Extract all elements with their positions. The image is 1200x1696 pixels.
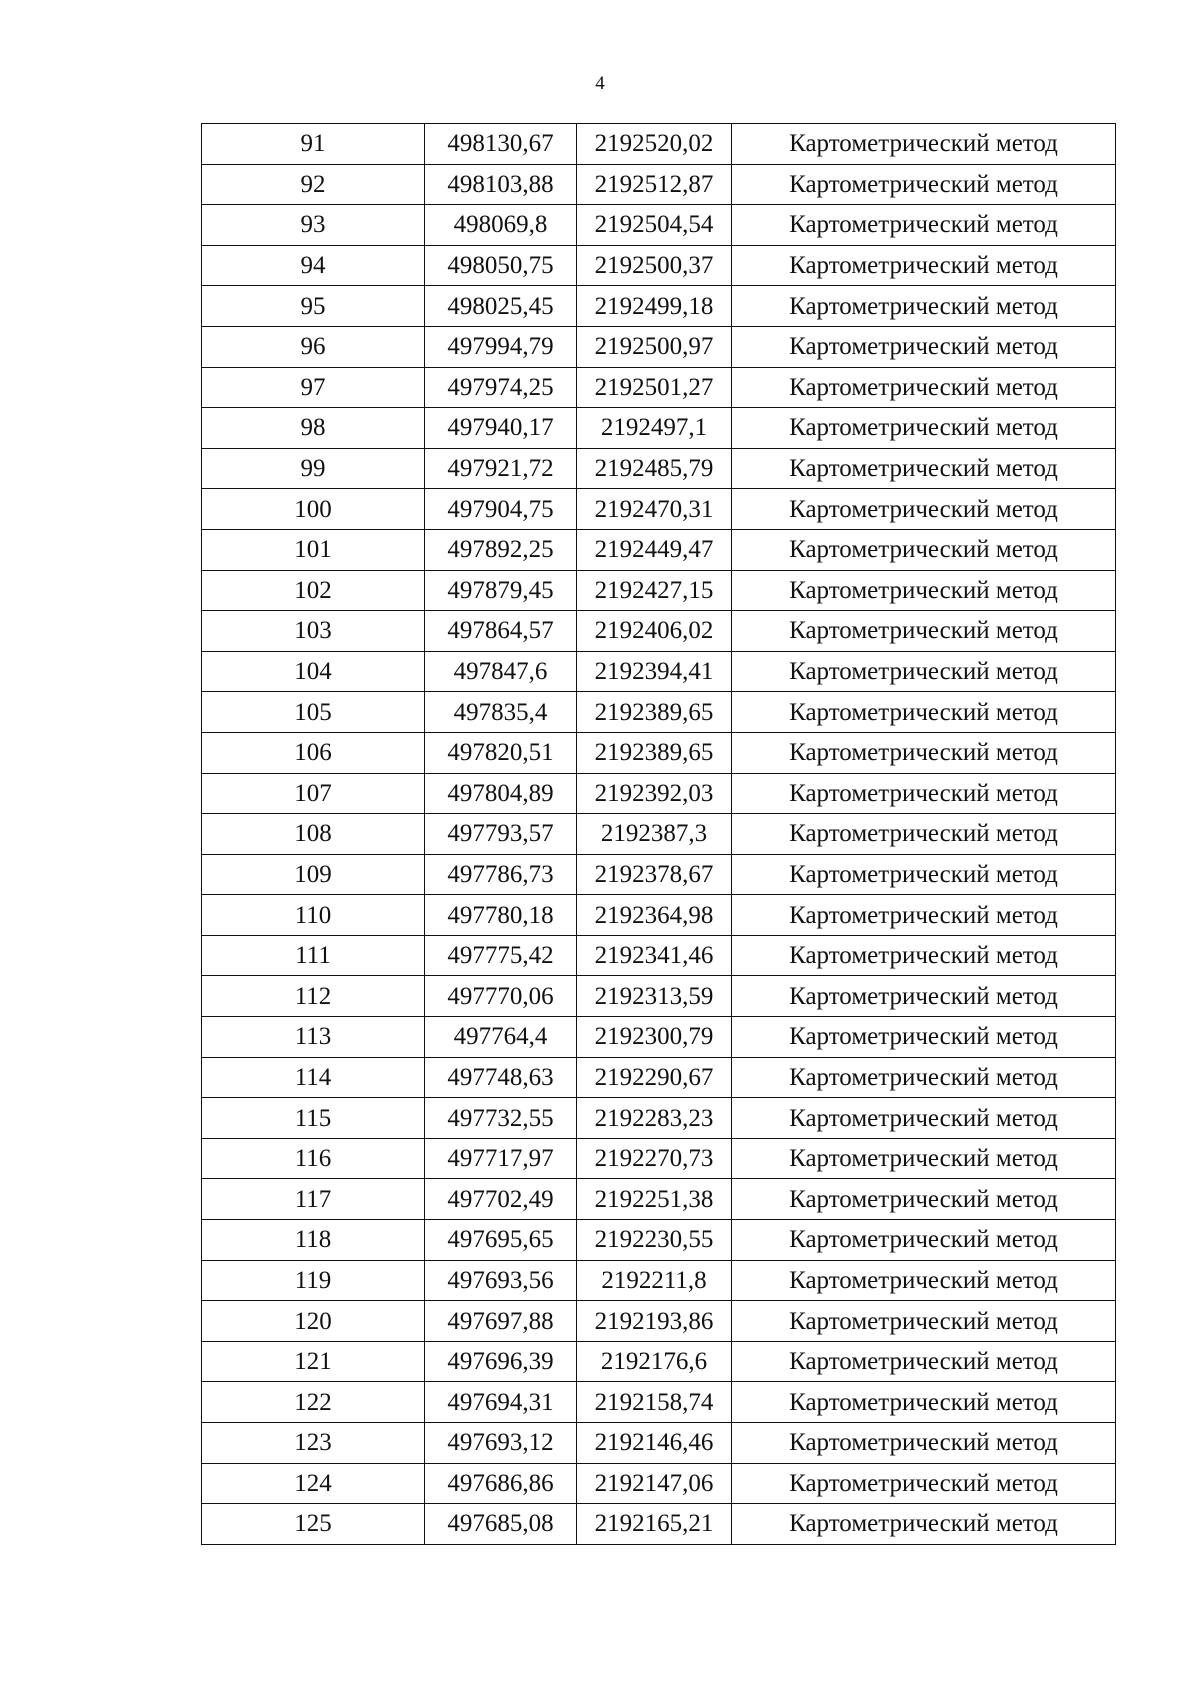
method-cell: Картометрический метод [732, 1382, 1116, 1423]
method-cell: Картометрический метод [732, 1179, 1116, 1220]
x-coordinate-cell: 497717,97 [425, 1138, 577, 1179]
x-coordinate-cell: 497835,4 [425, 692, 577, 733]
x-coordinate-cell: 497974,25 [425, 367, 577, 408]
x-coordinate-cell: 497994,79 [425, 326, 577, 367]
x-coordinate-cell: 497693,12 [425, 1423, 577, 1464]
table-row [202, 245, 1116, 286]
method-cell: Картометрический метод [732, 1260, 1116, 1301]
y-coordinate-cell: 2192520,02 [577, 124, 732, 165]
x-coordinate-cell: 498025,45 [425, 286, 577, 327]
method-cell: Картометрический метод [732, 529, 1116, 570]
point-number-cell: 112 [202, 976, 425, 1017]
y-coordinate-cell: 2192341,46 [577, 935, 732, 976]
method-cell: Картометрический метод [732, 692, 1116, 733]
table-row [202, 1463, 1116, 1504]
method-cell: Картометрический метод [732, 367, 1116, 408]
point-number-cell: 123 [202, 1423, 425, 1464]
table-row [202, 529, 1116, 570]
x-coordinate-cell: 497921,72 [425, 448, 577, 489]
y-coordinate-cell: 2192449,47 [577, 529, 732, 570]
table-row [202, 1260, 1116, 1301]
y-coordinate-cell: 2192300,79 [577, 1017, 732, 1058]
table-row [202, 367, 1116, 408]
y-coordinate-cell: 2192500,97 [577, 326, 732, 367]
point-number-cell: 124 [202, 1463, 425, 1504]
x-coordinate-cell: 497685,08 [425, 1504, 577, 1545]
coordinates-table [201, 123, 1116, 1545]
x-coordinate-cell: 497748,63 [425, 1057, 577, 1098]
method-cell: Картометрический метод [732, 1301, 1116, 1342]
x-coordinate-cell: 497695,65 [425, 1220, 577, 1261]
x-coordinate-cell: 497804,89 [425, 773, 577, 814]
x-coordinate-cell: 498069,8 [425, 205, 577, 246]
method-cell: Картометрический метод [732, 205, 1116, 246]
table-row [202, 1057, 1116, 1098]
table-row [202, 692, 1116, 733]
y-coordinate-cell: 2192470,31 [577, 489, 732, 530]
y-coordinate-cell: 2192290,67 [577, 1057, 732, 1098]
y-coordinate-cell: 2192146,46 [577, 1423, 732, 1464]
method-cell: Картометрический метод [732, 854, 1116, 895]
y-coordinate-cell: 2192165,21 [577, 1504, 732, 1545]
table-row [202, 895, 1116, 936]
point-number-cell: 121 [202, 1341, 425, 1382]
table-row [202, 205, 1116, 246]
method-cell: Картометрический метод [732, 814, 1116, 855]
point-number-cell: 105 [202, 692, 425, 733]
table-row [202, 286, 1116, 327]
table-row [202, 1138, 1116, 1179]
x-coordinate-cell: 497702,49 [425, 1179, 577, 1220]
x-coordinate-cell: 497940,17 [425, 408, 577, 449]
point-number-cell: 113 [202, 1017, 425, 1058]
point-number-cell: 119 [202, 1260, 425, 1301]
point-number-cell: 93 [202, 205, 425, 246]
point-number-cell: 95 [202, 286, 425, 327]
point-number-cell: 100 [202, 489, 425, 530]
method-cell: Картометрический метод [732, 408, 1116, 449]
y-coordinate-cell: 2192251,38 [577, 1179, 732, 1220]
table-row [202, 611, 1116, 652]
table-row [202, 326, 1116, 367]
table-row [202, 1098, 1116, 1139]
method-cell: Картометрический метод [732, 326, 1116, 367]
method-cell: Картометрический метод [732, 1463, 1116, 1504]
y-coordinate-cell: 2192387,3 [577, 814, 732, 855]
method-cell: Картометрический метод [732, 773, 1116, 814]
y-coordinate-cell: 2192501,27 [577, 367, 732, 408]
y-coordinate-cell: 2192176,6 [577, 1341, 732, 1382]
method-cell: Картометрический метод [732, 570, 1116, 611]
y-coordinate-cell: 2192230,55 [577, 1220, 732, 1261]
point-number-cell: 101 [202, 529, 425, 570]
y-coordinate-cell: 2192364,98 [577, 895, 732, 936]
y-coordinate-cell: 2192283,23 [577, 1098, 732, 1139]
table-row [202, 1341, 1116, 1382]
method-cell: Картометрический метод [732, 976, 1116, 1017]
method-cell: Картометрический метод [732, 1017, 1116, 1058]
point-number-cell: 125 [202, 1504, 425, 1545]
table-row [202, 1504, 1116, 1545]
y-coordinate-cell: 2192389,65 [577, 692, 732, 733]
table-row [202, 854, 1116, 895]
table-row [202, 1179, 1116, 1220]
x-coordinate-cell: 497686,86 [425, 1463, 577, 1504]
method-cell: Картометрический метод [732, 286, 1116, 327]
y-coordinate-cell: 2192270,73 [577, 1138, 732, 1179]
point-number-cell: 108 [202, 814, 425, 855]
x-coordinate-cell: 497786,73 [425, 854, 577, 895]
x-coordinate-cell: 497904,75 [425, 489, 577, 530]
method-cell: Картометрический метод [732, 935, 1116, 976]
method-cell: Картометрический метод [732, 1098, 1116, 1139]
method-cell: Картометрический метод [732, 489, 1116, 530]
y-coordinate-cell: 2192485,79 [577, 448, 732, 489]
method-cell: Картометрический метод [732, 732, 1116, 773]
x-coordinate-cell: 498050,75 [425, 245, 577, 286]
point-number-cell: 102 [202, 570, 425, 611]
x-coordinate-cell: 498130,67 [425, 124, 577, 165]
point-number-cell: 117 [202, 1179, 425, 1220]
y-coordinate-cell: 2192394,41 [577, 651, 732, 692]
x-coordinate-cell: 497696,39 [425, 1341, 577, 1382]
y-coordinate-cell: 2192497,1 [577, 408, 732, 449]
method-cell: Картометрический метод [732, 448, 1116, 489]
point-number-cell: 111 [202, 935, 425, 976]
y-coordinate-cell: 2192406,02 [577, 611, 732, 652]
table-row [202, 408, 1116, 449]
y-coordinate-cell: 2192392,03 [577, 773, 732, 814]
point-number-cell: 91 [202, 124, 425, 165]
point-number-cell: 104 [202, 651, 425, 692]
y-coordinate-cell: 2192147,06 [577, 1463, 732, 1504]
x-coordinate-cell: 497847,6 [425, 651, 577, 692]
method-cell: Картометрический метод [732, 895, 1116, 936]
method-cell: Картометрический метод [732, 245, 1116, 286]
x-coordinate-cell: 497879,45 [425, 570, 577, 611]
x-coordinate-cell: 497892,25 [425, 529, 577, 570]
y-coordinate-cell: 2192211,8 [577, 1260, 732, 1301]
x-coordinate-cell: 497764,4 [425, 1017, 577, 1058]
point-number-cell: 99 [202, 448, 425, 489]
method-cell: Картометрический метод [732, 124, 1116, 165]
table-row [202, 935, 1116, 976]
x-coordinate-cell: 497693,56 [425, 1260, 577, 1301]
point-number-cell: 109 [202, 854, 425, 895]
x-coordinate-cell: 497697,88 [425, 1301, 577, 1342]
table-row [202, 1301, 1116, 1342]
point-number-cell: 107 [202, 773, 425, 814]
method-cell: Картометрический метод [732, 651, 1116, 692]
y-coordinate-cell: 2192500,37 [577, 245, 732, 286]
y-coordinate-cell: 2192193,86 [577, 1301, 732, 1342]
point-number-cell: 92 [202, 164, 425, 205]
point-number-cell: 110 [202, 895, 425, 936]
table-row [202, 1382, 1116, 1423]
page-number: 4 [595, 73, 605, 94]
x-coordinate-cell: 497770,06 [425, 976, 577, 1017]
x-coordinate-cell: 497694,31 [425, 1382, 577, 1423]
point-number-cell: 97 [202, 367, 425, 408]
method-cell: Картометрический метод [732, 1504, 1116, 1545]
table-row [202, 976, 1116, 1017]
point-number-cell: 122 [202, 1382, 425, 1423]
table-row [202, 1017, 1116, 1058]
y-coordinate-cell: 2192313,59 [577, 976, 732, 1017]
table-row [202, 489, 1116, 530]
point-number-cell: 103 [202, 611, 425, 652]
x-coordinate-cell: 497820,51 [425, 732, 577, 773]
x-coordinate-cell: 497864,57 [425, 611, 577, 652]
table-row [202, 448, 1116, 489]
table-row [202, 651, 1116, 692]
x-coordinate-cell: 497780,18 [425, 895, 577, 936]
method-cell: Картометрический метод [732, 1138, 1116, 1179]
point-number-cell: 94 [202, 245, 425, 286]
table-row [202, 124, 1116, 165]
point-number-cell: 118 [202, 1220, 425, 1261]
point-number-cell: 120 [202, 1301, 425, 1342]
method-cell: Картометрический метод [732, 1423, 1116, 1464]
method-cell: Картометрический метод [732, 1057, 1116, 1098]
method-cell: Картометрический метод [732, 1220, 1116, 1261]
y-coordinate-cell: 2192499,18 [577, 286, 732, 327]
table-row [202, 570, 1116, 611]
table-row [202, 732, 1116, 773]
point-number-cell: 116 [202, 1138, 425, 1179]
y-coordinate-cell: 2192427,15 [577, 570, 732, 611]
method-cell: Картометрический метод [732, 1341, 1116, 1382]
point-number-cell: 114 [202, 1057, 425, 1098]
table-row [202, 1423, 1116, 1464]
x-coordinate-cell: 497793,57 [425, 814, 577, 855]
table-row [202, 773, 1116, 814]
point-number-cell: 106 [202, 732, 425, 773]
method-cell: Картометрический метод [732, 164, 1116, 205]
y-coordinate-cell: 2192378,67 [577, 854, 732, 895]
method-cell: Картометрический метод [732, 611, 1116, 652]
coordinates-table-body [202, 124, 1116, 1545]
y-coordinate-cell: 2192512,87 [577, 164, 732, 205]
table-row [202, 1220, 1116, 1261]
y-coordinate-cell: 2192158,74 [577, 1382, 732, 1423]
x-coordinate-cell: 497775,42 [425, 935, 577, 976]
y-coordinate-cell: 2192389,65 [577, 732, 732, 773]
x-coordinate-cell: 497732,55 [425, 1098, 577, 1139]
y-coordinate-cell: 2192504,54 [577, 205, 732, 246]
point-number-cell: 96 [202, 326, 425, 367]
x-coordinate-cell: 498103,88 [425, 164, 577, 205]
table-row [202, 164, 1116, 205]
table-row [202, 814, 1116, 855]
point-number-cell: 115 [202, 1098, 425, 1139]
point-number-cell: 98 [202, 408, 425, 449]
